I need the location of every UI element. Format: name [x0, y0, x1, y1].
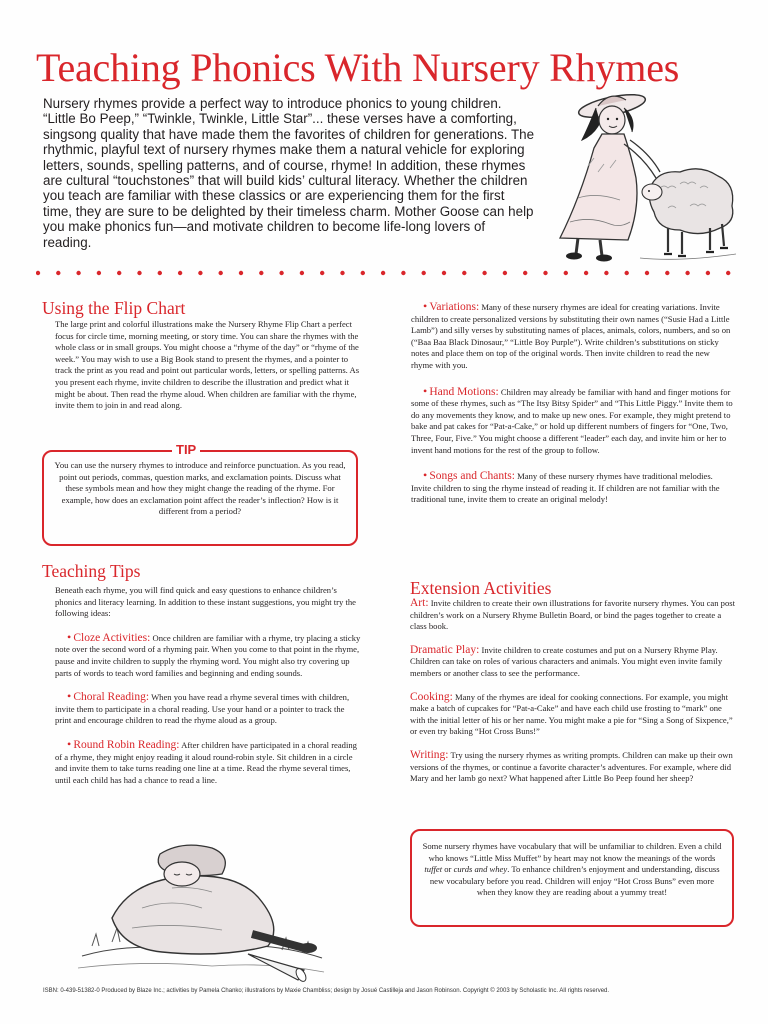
- extension-item-text: Try using the nursery rhymes as writing prompts. Children can make up their own versions of the rhymes, or continue a favorite character’s adventures. For example, where did Mary and her lamb go next? What happened after Little Bo Peep found her sheep?: [410, 749, 733, 784]
- divider-dot: [361, 271, 365, 275]
- extension-item-text: Invite children to create costumes and put on a Nursery Rhyme Play. Children can take on roles of various characters and animals. You might even invite family members or another class to see the performance.: [410, 644, 723, 678]
- right-column-item: [411, 383, 733, 457]
- vocab-text-mid: or: [442, 864, 454, 875]
- divider-dot: [36, 271, 40, 275]
- right-column-item: [411, 470, 733, 506]
- tip-label: TIP: [172, 442, 200, 457]
- tip-item-lead: Cloze Activities:: [73, 631, 151, 644]
- tip-item-text: After children have participated in a choral reading of a rhyme, they might enjoy reading it aloud round-robin style. Sit children in a circle and invite them to take turns reading one line at a time. Read the rhyme several times, until each child has had a chance to read a line.: [55, 739, 357, 785]
- divider-dot: [543, 271, 547, 275]
- tip-item-text: When you have read a rhyme several times with children, invite them to participate in a choral reading. Use your hand or a pointer to track the print and encourage children to read the rhyme aloud as a group.: [55, 692, 350, 726]
- right-item-text: Many of these nursery rhymes have traditional melodies. Invite children to sing the rhyme instead of reading it. If children are not familiar with the traditional tune, invite them to create an original melody!: [411, 471, 720, 505]
- girl-with-lamb-illustration: [540, 88, 740, 266]
- extension-item: [410, 598, 735, 633]
- extension-item-lead: Writing:: [410, 748, 449, 761]
- divider-dot: [523, 271, 527, 275]
- right-item-lead: Hand Motions:: [429, 385, 499, 398]
- section-heading-teaching-tips: Teaching Tips: [42, 561, 141, 581]
- divider-dot: [76, 271, 80, 275]
- divider-dot: [279, 271, 283, 275]
- right-column-list: [411, 301, 733, 506]
- teaching-tip-item: [55, 691, 362, 727]
- divider-dot: [726, 271, 730, 275]
- tip-box: [42, 442, 358, 546]
- teaching-tips-body: Beneath each rhyme, you will find quick and easy questions to enhance children’s phonics and literacy learning. In addition to these instant suggestions, you might try the following ideas:: [55, 585, 356, 619]
- divider-dot: [320, 271, 324, 275]
- divider-dot: [665, 271, 669, 275]
- teaching-tip-item: [55, 736, 362, 786]
- divider-dot: [584, 271, 588, 275]
- section-heading-extension: Extension Activities: [410, 578, 552, 598]
- intro-paragraph: Nursery rhymes provide a perfect way to introduce phonics to young children. “Little Bo Peep,” “Twinkle, Twinkle, Little Star”... these verses have a comforting, singsong quality that have made them the favorites of children for generations. The rhythmic, playful text of nursery rhymes make them a natural vehicle for exploring letters, sounds, spelling patterns, and of course, rhyme! In addition, these rhymes are cultural “touchstones” that will build kids’ cultural literacy. Whether the children you teach are familiar with these classics or are experiencing them for the first time, they are sure to be delighted by their timeless charm. Mother Goose can help you make phonics fun—and motivate children to become life-long lovers of reading.: [43, 96, 535, 250]
- divider-dot: [340, 271, 344, 275]
- right-item-text: Children may already be familiar with hand and finger motions for some of these rhymes, such as “The Itsy Bitsy Spider” and “This Little Piggy.” Invite them to do any movements they know, and to make up new ones. For example, they might pretend to bake and pat cakes for “Pat-a-Cake,” or hold up different numbers of fingers for “One, Two, Three, Four, Five.” You might choose a different “leader” each day, and invite him or her to invent hand motions for the rest of the group to follow.: [411, 386, 733, 455]
- divider-dot: [198, 271, 202, 275]
- bullet-icon: •: [67, 689, 72, 704]
- divider-dot: [300, 271, 304, 275]
- divider-dot: [259, 271, 263, 275]
- vocab-word-tuffet: tuffet: [424, 864, 443, 875]
- divider-dot: [381, 271, 385, 275]
- extension-item-lead: Dramatic Play:: [410, 643, 480, 656]
- vocab-text-1: Some nursery rhymes have vocabulary that will be unfamiliar to children. Even a child who knows “Little Miss Muffet” by heart may not know the meanings of the words: [422, 841, 722, 863]
- page-title: Teaching Phonics With Nursery Rhymes: [36, 45, 680, 90]
- divider-dot: [564, 271, 568, 275]
- vocabulary-note-text: [422, 841, 722, 899]
- divider-dot: [604, 271, 608, 275]
- flip-chart-body: The large print and colorful illustrations make the Nursery Rhyme Flip Chart a perfect focus for circle time, morning meeting, or story time. You can share the rhymes with the whole class or in small groups. You might choose a “rhyme of the day” or “rhyme of the week.” You may wish to use a Big Book stand to present the rhymes, and a pointer to track the print as you read and point out particular words, letters, or spelling patterns. As you present each rhyme, invite children to describe the illustration and predict what it might be about. Then read the rhyme aloud. When children are familiar with the rhyme, invite them to join in and read along.: [55, 319, 360, 411]
- divider-dot: [117, 271, 121, 275]
- right-item-text: Many of these nursery rhymes are ideal for creating variations. Invite children to create personalized versions by substituting their own names (“Susie Had a Little Lamb”) and silly verses by substituting names of places, animals, colors, numbers, and so on (“Baa Baa Black Dinosaur,” “Little Boy Purple”). Write children’s substitutions on sticky notes and place them on top of the original words. Then invite children to read the new rhyme with you.: [411, 302, 731, 370]
- extension-item-text: Invite children to create their own illustrations for favorite nursery rhymes. You can post children’s work on a Nursery Rhyme Bulletin Board, or bind the pages together to create a class book.: [410, 598, 735, 632]
- tip-text: You can use the nursery rhymes to introduce and reinforce punctuation. As you read, point out periods, commas, question marks, and exclamation points. Discuss what these symbols mean and how they might change the reading of the rhyme. For example, how does an exclamation point affect the reader’s inflection? How is it different from a period?: [54, 460, 346, 517]
- divider-dot: [645, 271, 649, 275]
- bullet-icon: •: [423, 468, 428, 483]
- right-column-item: [411, 301, 733, 372]
- tip-item-text: Once children are familiar with a rhyme, try placing a sticky note over the second word of a rhyming pair. When you come to that point in the rhyme, pause and invite children to supply the rhyming word. You might also try covering up parts of words to teach word families and beginning and ending sounds.: [55, 632, 361, 678]
- tip-item-lead: Choral Reading:: [73, 691, 150, 704]
- right-item-lead: Songs and Chants:: [429, 470, 515, 483]
- extension-item-lead: Art:: [410, 597, 429, 609]
- divider-dot: [137, 271, 141, 275]
- vocab-text-2: . To enhance children’s enjoyment and understanding, discuss new vocabulary before you read. Children will enjoy “Hot Cross Buns” even more when they know they are reading about a yummy treat!: [429, 864, 720, 898]
- divider-dot: [462, 271, 466, 275]
- teaching-tips-list: [42, 629, 362, 787]
- right-item-lead: Variations:: [429, 301, 480, 313]
- divider-dot: [706, 271, 710, 275]
- divider-dot: [482, 271, 486, 275]
- divider-dot: [503, 271, 507, 275]
- extension-item-lead: Cooking:: [410, 690, 453, 703]
- divider-dot: [625, 271, 629, 275]
- extension-item: [410, 692, 735, 738]
- bullet-icon: •: [67, 736, 72, 751]
- bullet-icon: •: [67, 629, 72, 644]
- extension-item: [410, 750, 735, 785]
- tip-item-lead: Round Robin Reading:: [73, 738, 180, 751]
- divider-dot: [158, 271, 162, 275]
- divider-dot: [239, 271, 243, 275]
- divider-dot: [422, 271, 426, 275]
- vocabulary-note-box: [410, 829, 734, 927]
- divider-dot: [56, 271, 60, 275]
- sleeping-boy-illustration: [72, 838, 332, 988]
- extension-item-text: Many of the rhymes are ideal for cooking connections. For example, you might make a batch of cupcakes for “Pat-a-Cake” and have each child use frosting to “mark” one with the initial letter of his or her name. You might make a pie for “Sing a Song of Sixpence,” or even try baking “Hot Cross Buns!”: [410, 691, 733, 737]
- bullet-icon: •: [423, 299, 428, 313]
- bullet-icon: •: [423, 383, 428, 398]
- divider-dot: [685, 271, 689, 275]
- extension-activities-list: [410, 598, 735, 785]
- extension-item: [410, 645, 735, 680]
- vocab-word-curds: curds and whey: [453, 864, 508, 875]
- divider-dot: [219, 271, 223, 275]
- section-heading-flip-chart: Using the Flip Chart: [42, 298, 186, 318]
- divider-dot: [97, 271, 101, 275]
- footer-credits: ISBN: 0-439-51382-0 Produced by Blaze Inc.; activities by Pamela Chanko; illustrations by Maxie Chambliss; design by Josué Castilleja and Jason Robinson. Copyright © 2003 by Scholastic Inc. All rights reserved.: [43, 988, 610, 994]
- divider-dot: [401, 271, 405, 275]
- dotted-divider: [36, 269, 736, 277]
- teaching-tip-item: [55, 629, 362, 679]
- divider-dot: [442, 271, 446, 275]
- divider-dot: [178, 271, 182, 275]
